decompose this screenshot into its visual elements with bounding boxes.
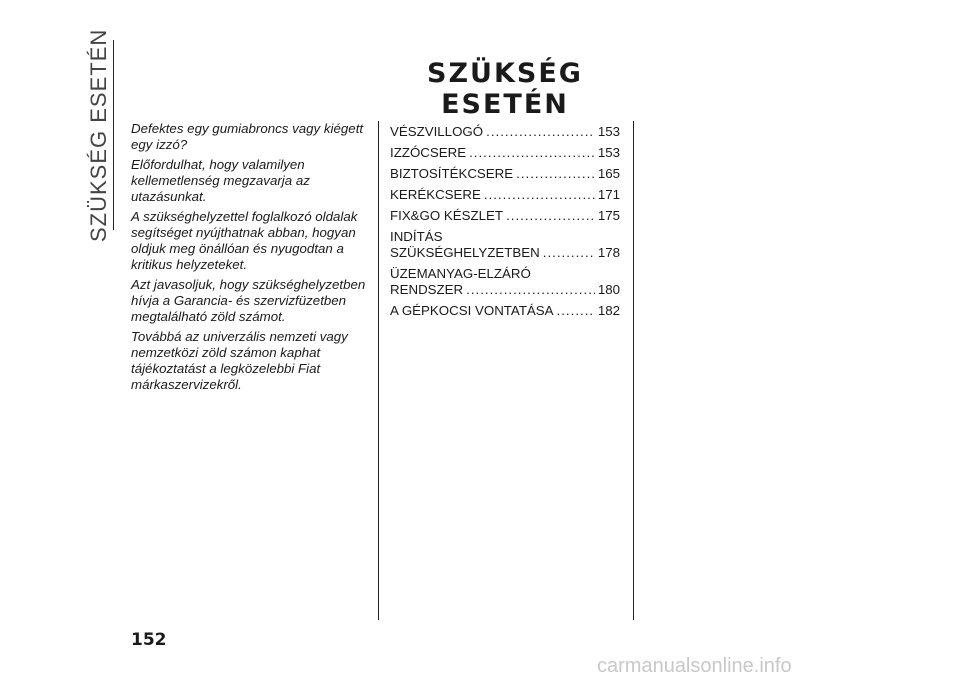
side-chapter-title: SZÜKSÉG ESETÉN [86,28,111,242]
toc-entry[interactable] [390,229,620,261]
intro-text [131,121,371,397]
toc-page: 171 [597,187,620,202]
intro-paragraph: Azt javasoljuk, hogy szükséghelyzetben hívja a Garancia- és szervizfüzetben megtalálható zöld számot. [131,277,366,324]
intro-paragraph: Defektes egy gumiabroncs vagy kiégett egy izzó? [131,121,364,152]
side-divider [113,40,114,230]
toc-label: RENDSZER [390,282,464,297]
toc-page: 175 [597,208,620,223]
toc-page: 153 [597,145,620,160]
page-title: SZÜKSÉG ESETÉN [427,58,583,120]
toc-label-first-line: ÜZEMANYAG-ELZÁRÓ [390,266,531,281]
toc-label: FIX&GO KÉSZLET [390,208,504,223]
intro-paragraph: Továbbá az univerzális nemzeti vagy nemzetközi zöld számon kaphat tájékoztatást a legközelebbi Fiat márkaszervizekről. [131,329,348,392]
toc-page: 178 [597,245,620,260]
toc-page: 182 [597,303,620,318]
page-number: 152 [131,630,167,650]
column-divider-right [633,121,634,620]
toc-label: BIZTOSÍTÉKCSERE [390,166,514,181]
toc-page: 153 [597,124,620,139]
toc-entry[interactable] [390,208,620,224]
toc-entry[interactable] [390,145,620,161]
column-divider-left [378,121,379,620]
toc-label: VÉSZVILLOGÓ [390,124,484,139]
toc-entry[interactable] [390,266,620,298]
toc-entry[interactable] [390,187,620,203]
toc-page: 180 [597,282,620,297]
intro-paragraph: Előfordulhat, hogy valamilyen kellemetlenség megzavarja az utazásunkat. [131,157,310,204]
table-of-contents [390,124,620,324]
toc-page: 165 [597,166,620,181]
intro-paragraph: A szükséghelyzettel foglalkozó oldalak segítséget nyújthatnak abban, hogyan oldjuk meg önállóan és nyugodtan a kritikus helyzeteket. [131,209,358,272]
toc-label: SZÜKSÉGHELYZETBEN [390,245,540,260]
watermark: carmanualsonline.info [597,655,792,677]
toc-label: IZZÓCSERE [390,145,467,160]
toc-entry[interactable] [390,124,620,140]
toc-label: KERÉKCSERE [390,187,481,202]
toc-entry[interactable] [390,303,620,319]
toc-label-first-line: INDÍTÁS [390,229,443,244]
toc-label: A GÉPKOCSI VONTATÁSA [390,303,554,318]
toc-entry[interactable] [390,166,620,182]
